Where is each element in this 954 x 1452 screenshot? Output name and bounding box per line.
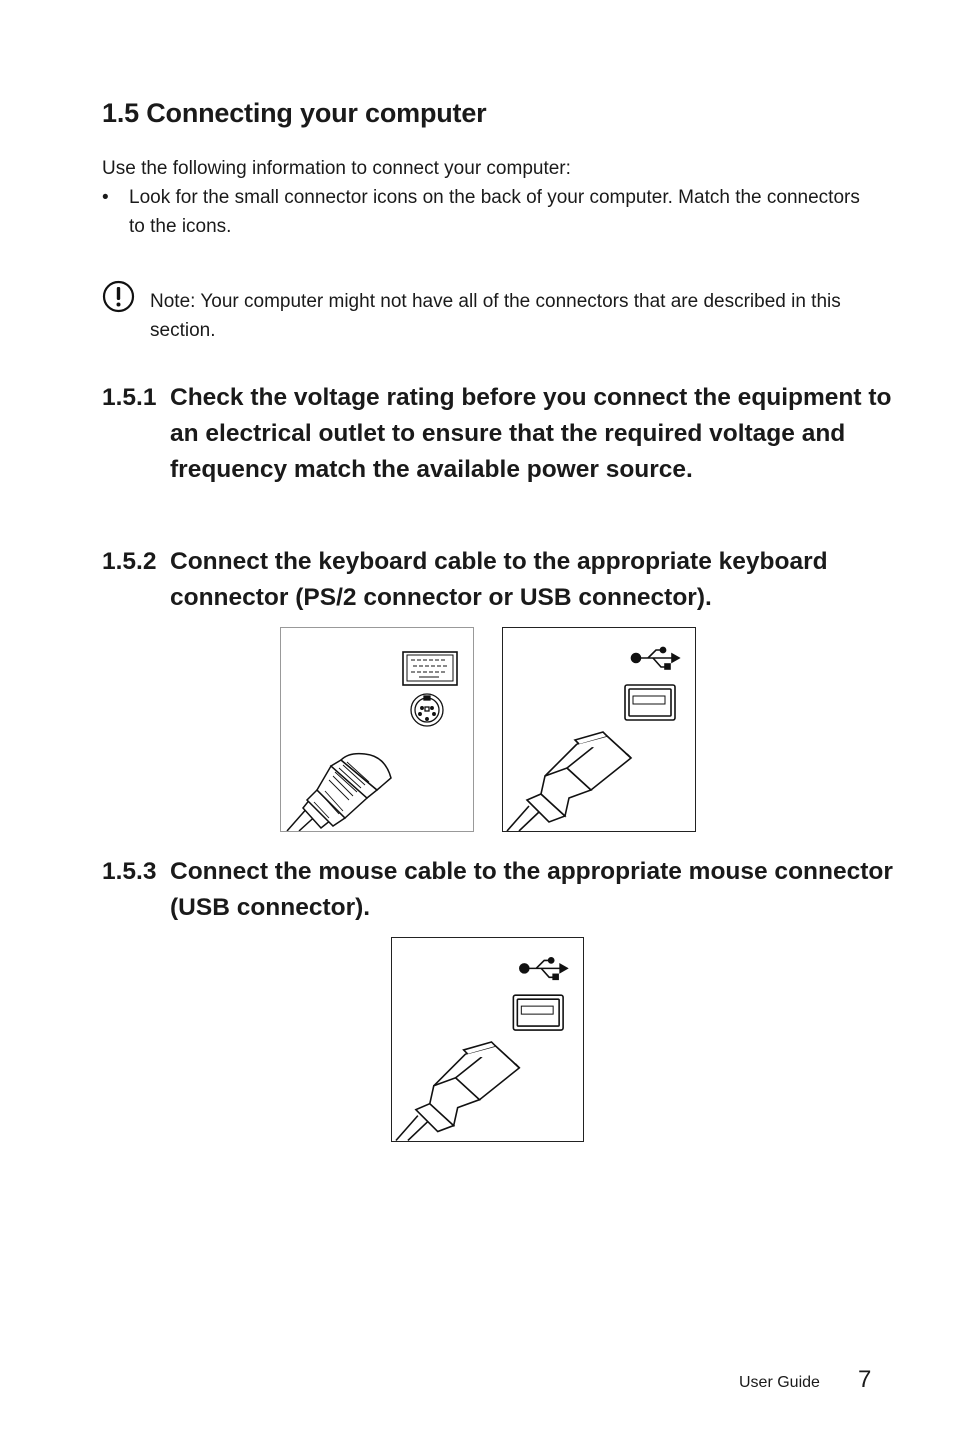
usb-plug — [507, 732, 631, 831]
page-title: 1.5 Connecting your computer — [102, 98, 487, 128]
subsection-mouse — [102, 854, 902, 926]
subsection-heading: Connect the keyboard cable to the appropriate keyboard connector (PS/2 connector or USB connector). — [170, 548, 828, 611]
subsection-heading: Check the voltage rating before you connect the equipment to an electrical outlet to ensure that the required voltage and frequency match the available power source. — [170, 384, 892, 483]
subsection-heading: Connect the mouse cable to the appropriate mouse connector (USB connector). — [170, 858, 893, 921]
subsection-number: 1.5.1 — [102, 384, 157, 411]
ps2-plug — [287, 754, 391, 831]
subsection-keyboard — [102, 544, 882, 616]
intro-text: Use the following information to connect your computer: — [102, 158, 571, 179]
note-text: Your computer might not have all of the connectors that are described in this section. — [150, 291, 841, 341]
bullet-dot: • — [102, 187, 109, 208]
usb-icon — [520, 958, 567, 979]
note-label: Note: — [150, 291, 196, 312]
page-number: 7 — [858, 1366, 872, 1393]
ps2-port — [411, 694, 443, 726]
subsection-voltage — [102, 380, 902, 488]
usb-keyboard-figure — [502, 627, 696, 832]
usb-icon — [632, 647, 680, 669]
subsection-number: 1.5.3 — [102, 858, 157, 885]
note-block — [150, 287, 850, 345]
usb-port — [625, 685, 675, 720]
ps2-keyboard-figure — [280, 627, 474, 832]
keyboard-icon — [403, 652, 457, 685]
attention-icon — [102, 280, 135, 313]
usb-port — [513, 995, 563, 1030]
usb-plug — [396, 1042, 519, 1140]
subsection-number: 1.5.2 — [102, 548, 157, 575]
usb-mouse-figure — [391, 937, 584, 1142]
list-item — [102, 183, 862, 241]
footer-label: User Guide — [739, 1374, 820, 1391]
bullet-text: Look for the small connector icons on the back of your computer. Match the connectors to the icons. — [129, 187, 860, 237]
